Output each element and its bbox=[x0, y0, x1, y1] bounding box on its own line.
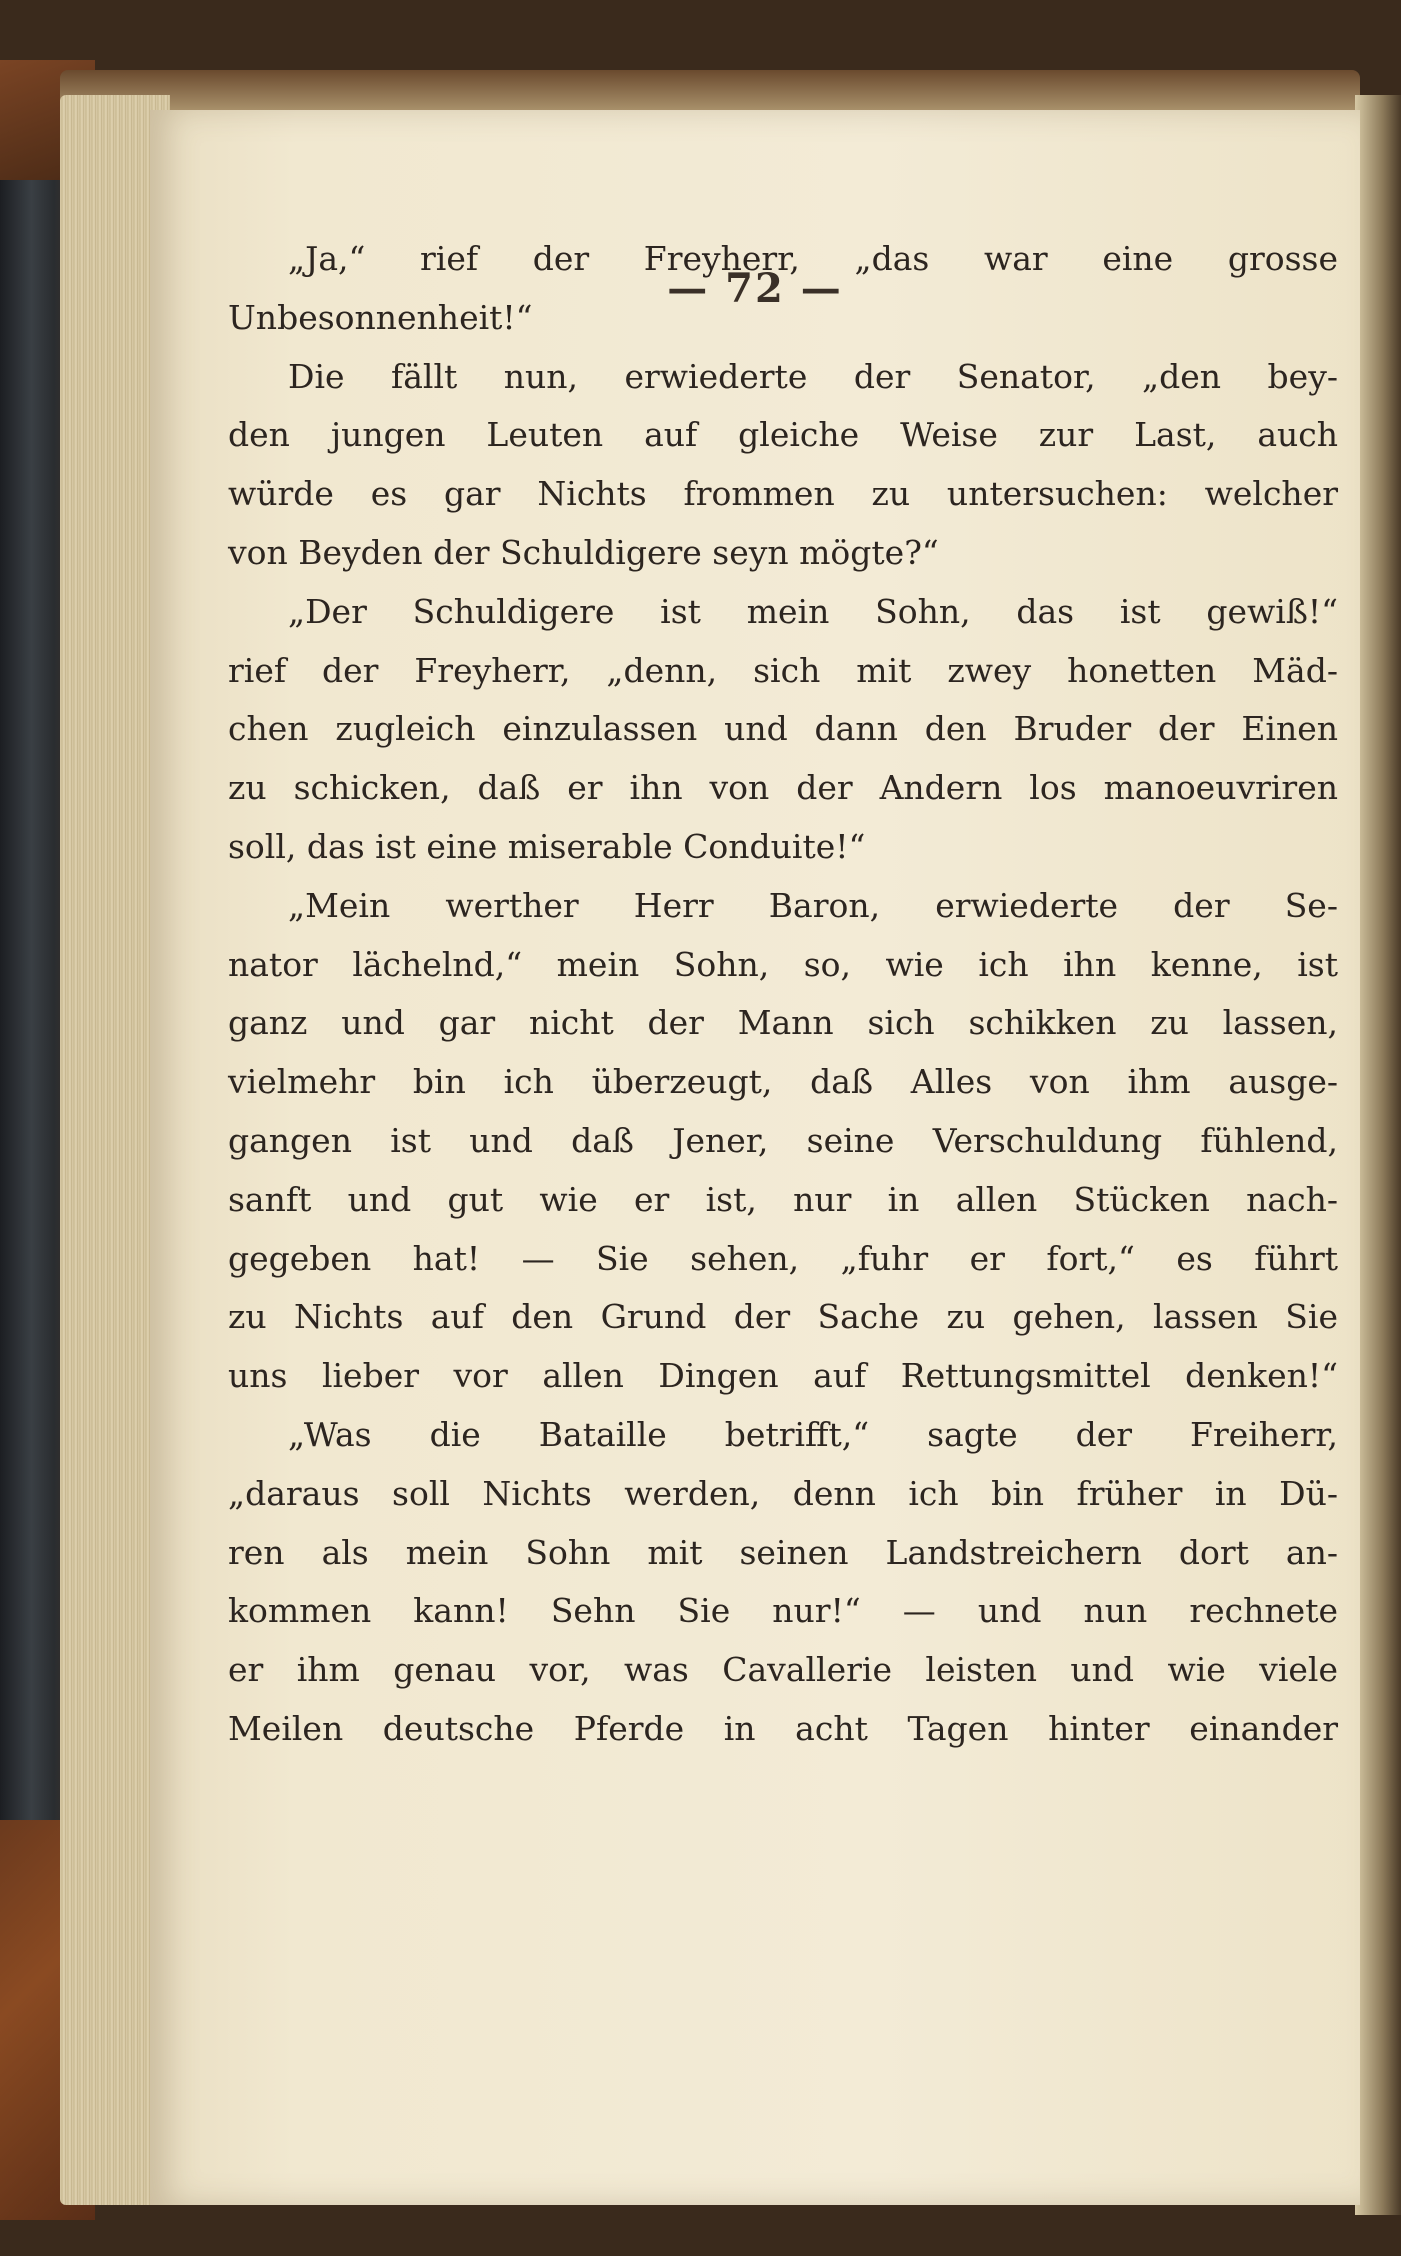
text-line: nator lächelnd,“ mein Sohn, so, wie ich ihn kenne, ist bbox=[228, 944, 1338, 984]
text-line: Unbesonnenheit!“ bbox=[228, 297, 533, 337]
text-line: gangen ist und daß Jener, seine Verschuldung fühlend, bbox=[228, 1120, 1338, 1160]
text-line: uns lieber vor allen Dingen auf Rettungsmittel denken!“ bbox=[228, 1356, 1338, 1396]
text-line: ganz und gar nicht der Mann sich schikken zu lassen, bbox=[228, 1003, 1338, 1043]
page-right-edge bbox=[1355, 95, 1401, 2215]
text-line: rief der Freyherr, „denn, sich mit zwey honetten Mäd- bbox=[228, 650, 1338, 690]
text-line: den jungen Leuten auf gleiche Weise zur Last, auch bbox=[228, 415, 1338, 455]
text-line: gegeben hat! — Sie sehen, „fuhr er fort,“ es führt bbox=[228, 1238, 1338, 1278]
text-line: Meilen deutsche Pferde in acht Tagen hinter einander bbox=[228, 1708, 1338, 1748]
text-line: würde es gar Nichts frommen zu untersuchen: welcher bbox=[228, 474, 1338, 514]
page-number: — 72 — bbox=[667, 265, 843, 312]
text-line: Die fällt nun, erwiederte der Senator, „den bey- bbox=[288, 356, 1338, 396]
text-line: „Ja,“ rief der Freyherr, „das war eine grosse bbox=[288, 239, 1338, 278]
text-line: soll, das ist eine miserable Conduite!“ bbox=[228, 826, 866, 866]
text-line: er ihm genau vor, was Cavallerie leisten und wie viele bbox=[228, 1650, 1338, 1690]
text-line: ren als mein Sohn mit seinen Landstreichern dort an- bbox=[228, 1532, 1338, 1572]
text-line: kommen kann! Sehn Sie nur!“ — und nun rechnete bbox=[228, 1591, 1338, 1631]
text-line: „Mein werther Herr Baron, erwiederte der Se- bbox=[288, 885, 1338, 925]
page-top-edge bbox=[60, 70, 1360, 110]
text-line: vielmehr bin ich überzeugt, daß Alles von ihm ausge- bbox=[228, 1062, 1338, 1102]
text-line: „Was die Bataille betrifft,“ sagte der Freiherr, bbox=[288, 1414, 1338, 1454]
text-line: chen zugleich einzulassen und dann den Bruder der Einen bbox=[228, 709, 1338, 749]
text-line: zu Nichts auf den Grund der Sache zu gehen, lassen Sie bbox=[228, 1297, 1338, 1337]
text-line: sanft und gut wie er ist, nur in allen Stücken nach- bbox=[228, 1179, 1338, 1219]
text-line: von Beyden der Schuldigere seyn mögte?“ bbox=[228, 532, 939, 572]
text-line: „Der Schuldigere ist mein Sohn, das ist gewiß!“ bbox=[288, 591, 1338, 631]
text-line: zu schicken, daß er ihn von der Andern los manoeuvriren bbox=[228, 768, 1338, 808]
page-text bbox=[228, 230, 1338, 1759]
text-line: „daraus soll Nichts werden, denn ich bin früher in Dü- bbox=[228, 1473, 1338, 1513]
